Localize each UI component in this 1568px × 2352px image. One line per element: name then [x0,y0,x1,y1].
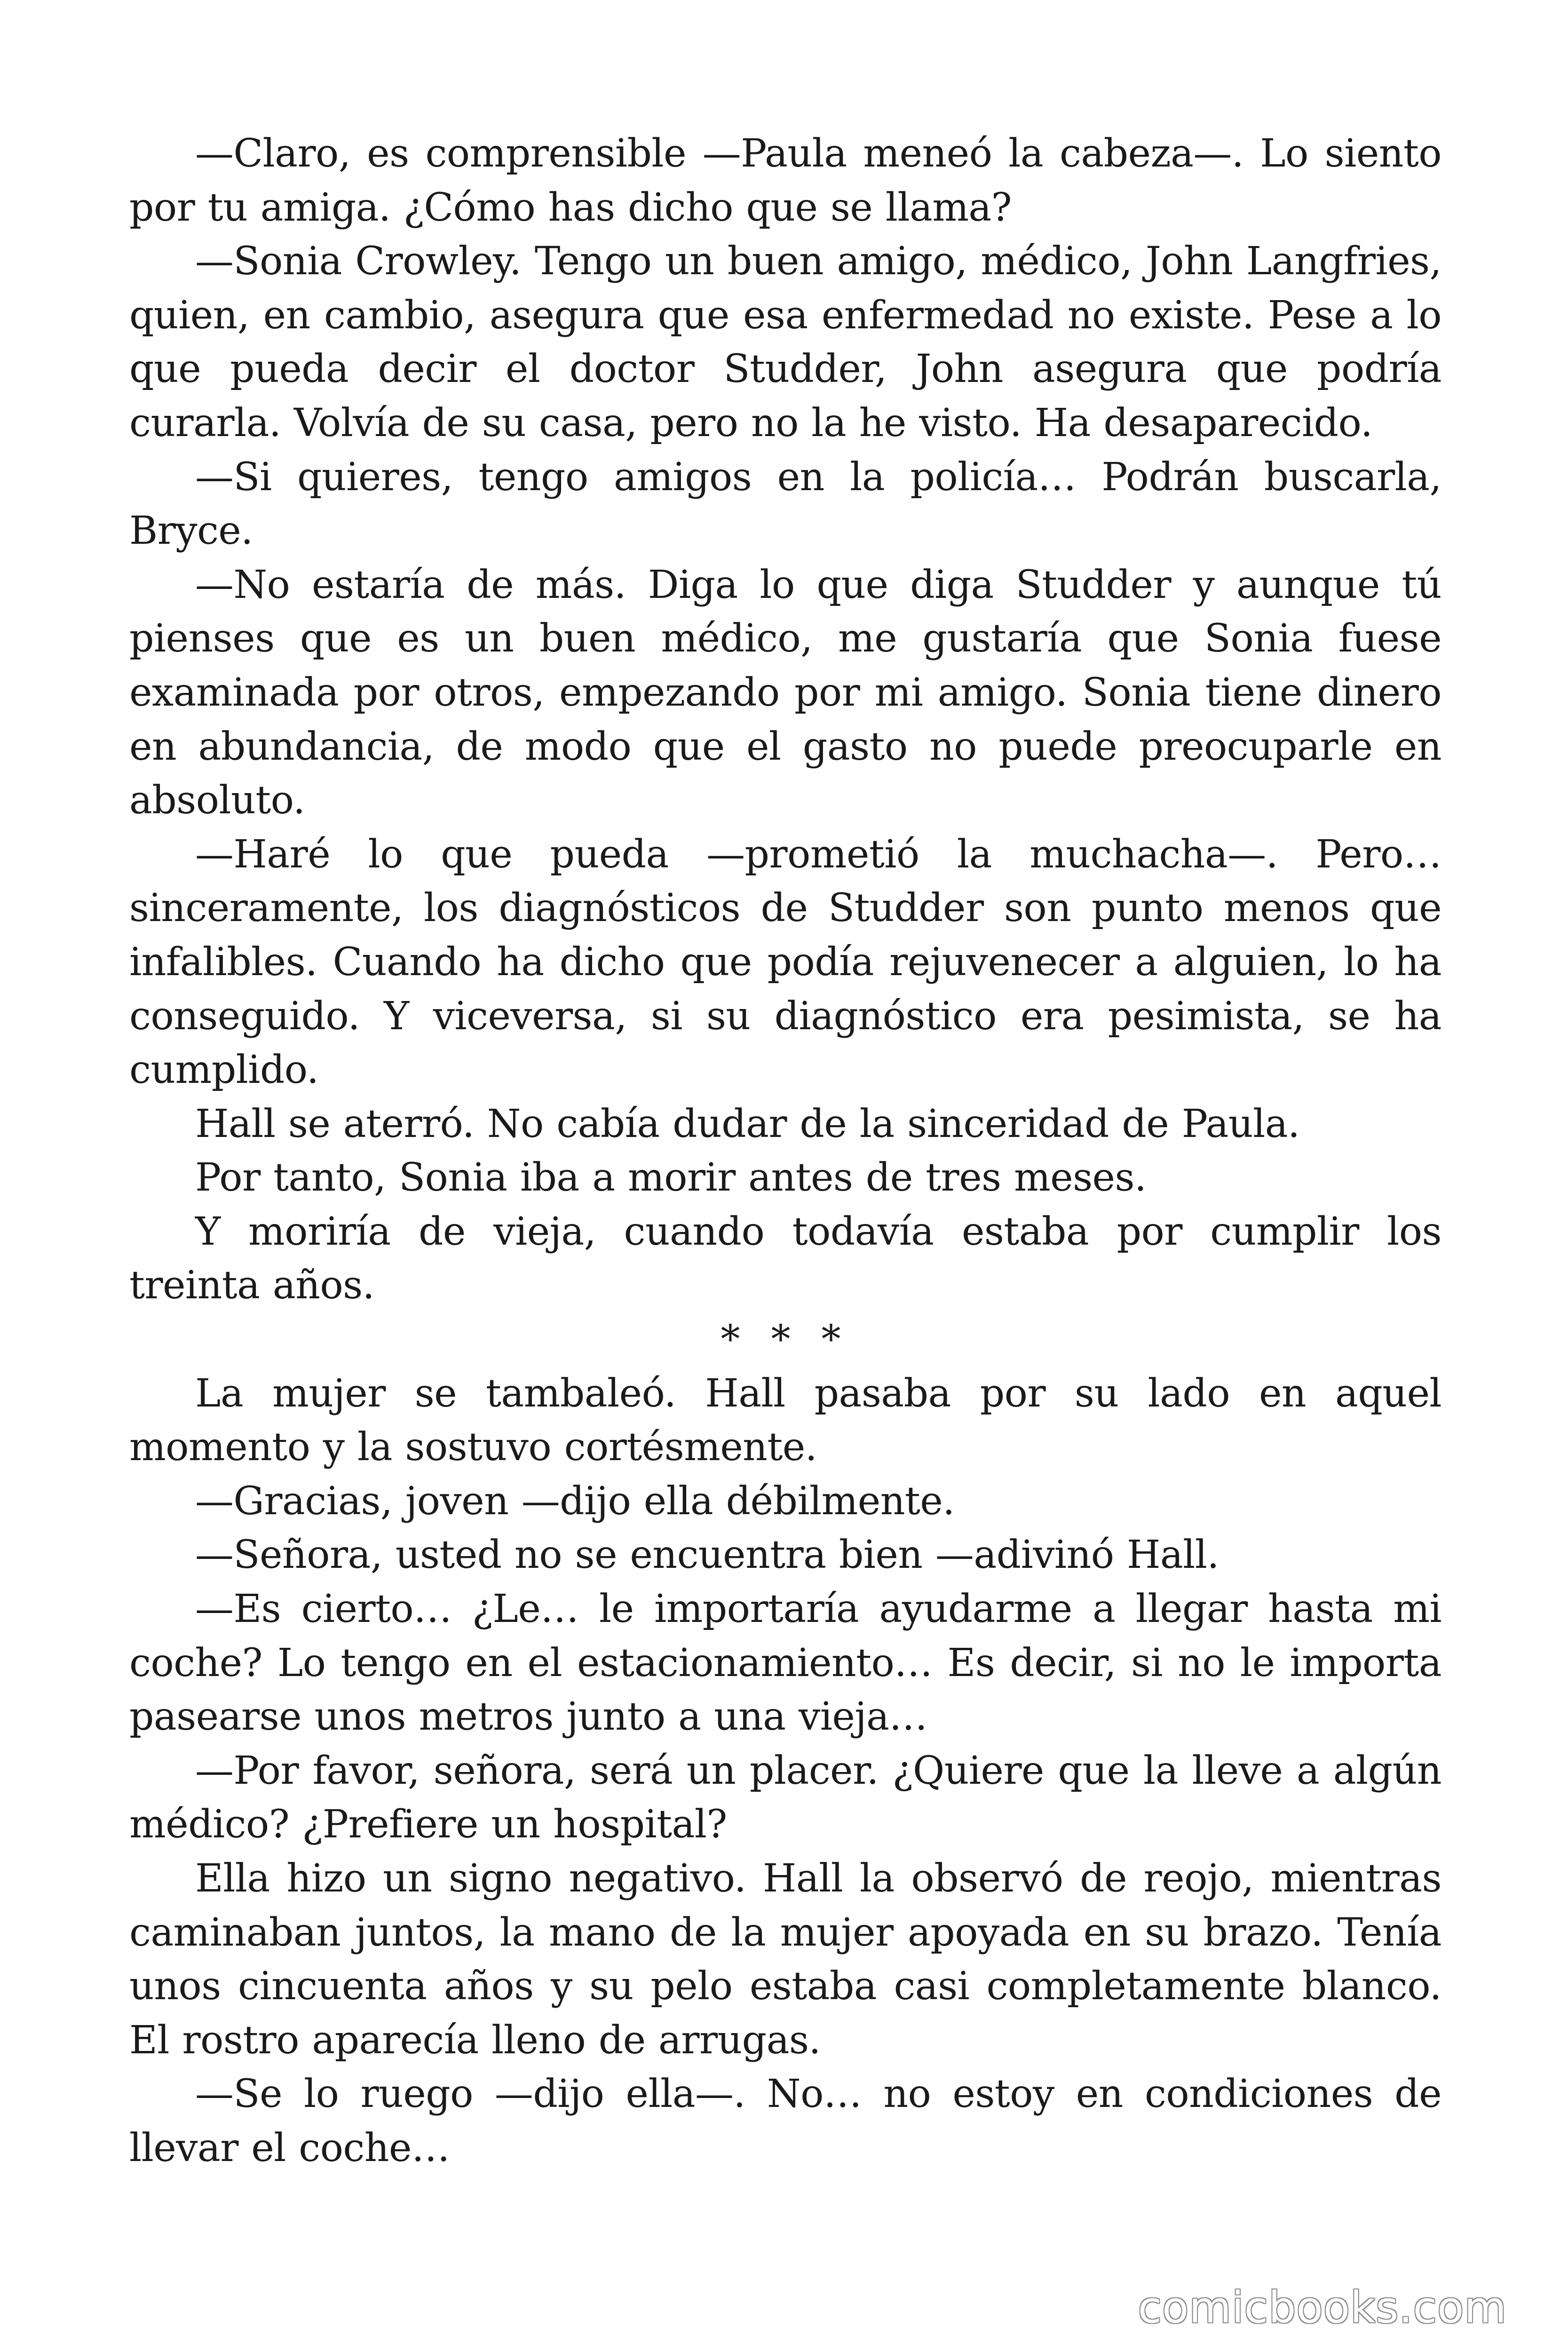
paragraph: —Señora, usted no se encuentra bien —adivinó Hall. [195,1533,1219,1578]
paragraph: —Sonia Crowley. Tengo un buen amigo, médico, John Langfries, quien, en cambio, asegura que esa enfermedad no existe. Pese a lo que pueda decir el doctor Studder, John asegura que podría curarla. Volvía de su casa, pero no la he visto. Ha desaparecido. [129,239,1441,445]
paragraph: La mujer se tambaleó. Hall pasaba por su lado en aquel momento y la sostuvo cortésmente. [129,1371,1441,1470]
paragraph: Hall se aterró. No cabía dudar de la sinceridad de Paula. [195,1101,1300,1146]
paragraph: —Es cierto… ¿Le… le importaría ayudarme a llegar hasta mi coche? Lo tengo en el estacionamiento… Es decir, si no le importa pasearse unos metros junto a una vieja… [129,1587,1441,1740]
paragraph: Y moriría de vieja, cuando todavía estaba por cumplir los treinta años. [129,1209,1441,1308]
paragraph: —Si quieres, tengo amigos en la policía… Podrán buscarla, Bryce. [129,454,1441,554]
watermark: comicbooks.com [1138,2282,1507,2333]
paragraph: —Haré lo que pueda —prometió la muchacha—. Pero… sinceramente, los diagnósticos de Studder son punto menos que infalibles. Cuando ha dicho que podía rejuvenecer a alguien, lo ha conseguido. Y viceversa, si su diagnóstico era pesimista, se ha cumplido. [129,832,1441,1093]
paragraph: Por tanto, Sonia iba a morir antes de tres meses. [195,1155,1147,1200]
paragraph: —Gracias, joven —dijo ella débilmente. [195,1478,955,1524]
paragraph: —Claro, es comprensible —Paula meneó la cabeza—. Lo siento por tu amiga. ¿Cómo has dicho que se llama? [129,131,1441,230]
paragraph: —No estaría de más. Diga lo que diga Studder y aunque tú pienses que es un buen médico, me gustaría que Sonia fuese examinada por otros, empezando por mi amigo. Sonia tiene dinero en abundancia, de modo que el gasto no puede preocuparle en absoluto. [129,562,1441,823]
paragraph: —Se lo ruego —dijo ella—. No… no estoy en condiciones de llevar el coche… [129,2072,1441,2170]
paragraph: —Por favor, señora, será un placer. ¿Quiere que la lleve a algún médico? ¿Prefiere un hospital? [129,1748,1441,1847]
page-text-body [129,127,1441,2176]
paragraph: Ella hizo un signo negativo. Hall la observó de reojo, mientras caminaban juntos, la mano de la mujer apoyada en su brazo. Tenía unos cincuenta años y su pelo estaba casi completamente blanco. El rostro aparecía lleno de arrugas. [129,1856,1441,2063]
scene-break-separator: * * * [721,1317,850,1362]
